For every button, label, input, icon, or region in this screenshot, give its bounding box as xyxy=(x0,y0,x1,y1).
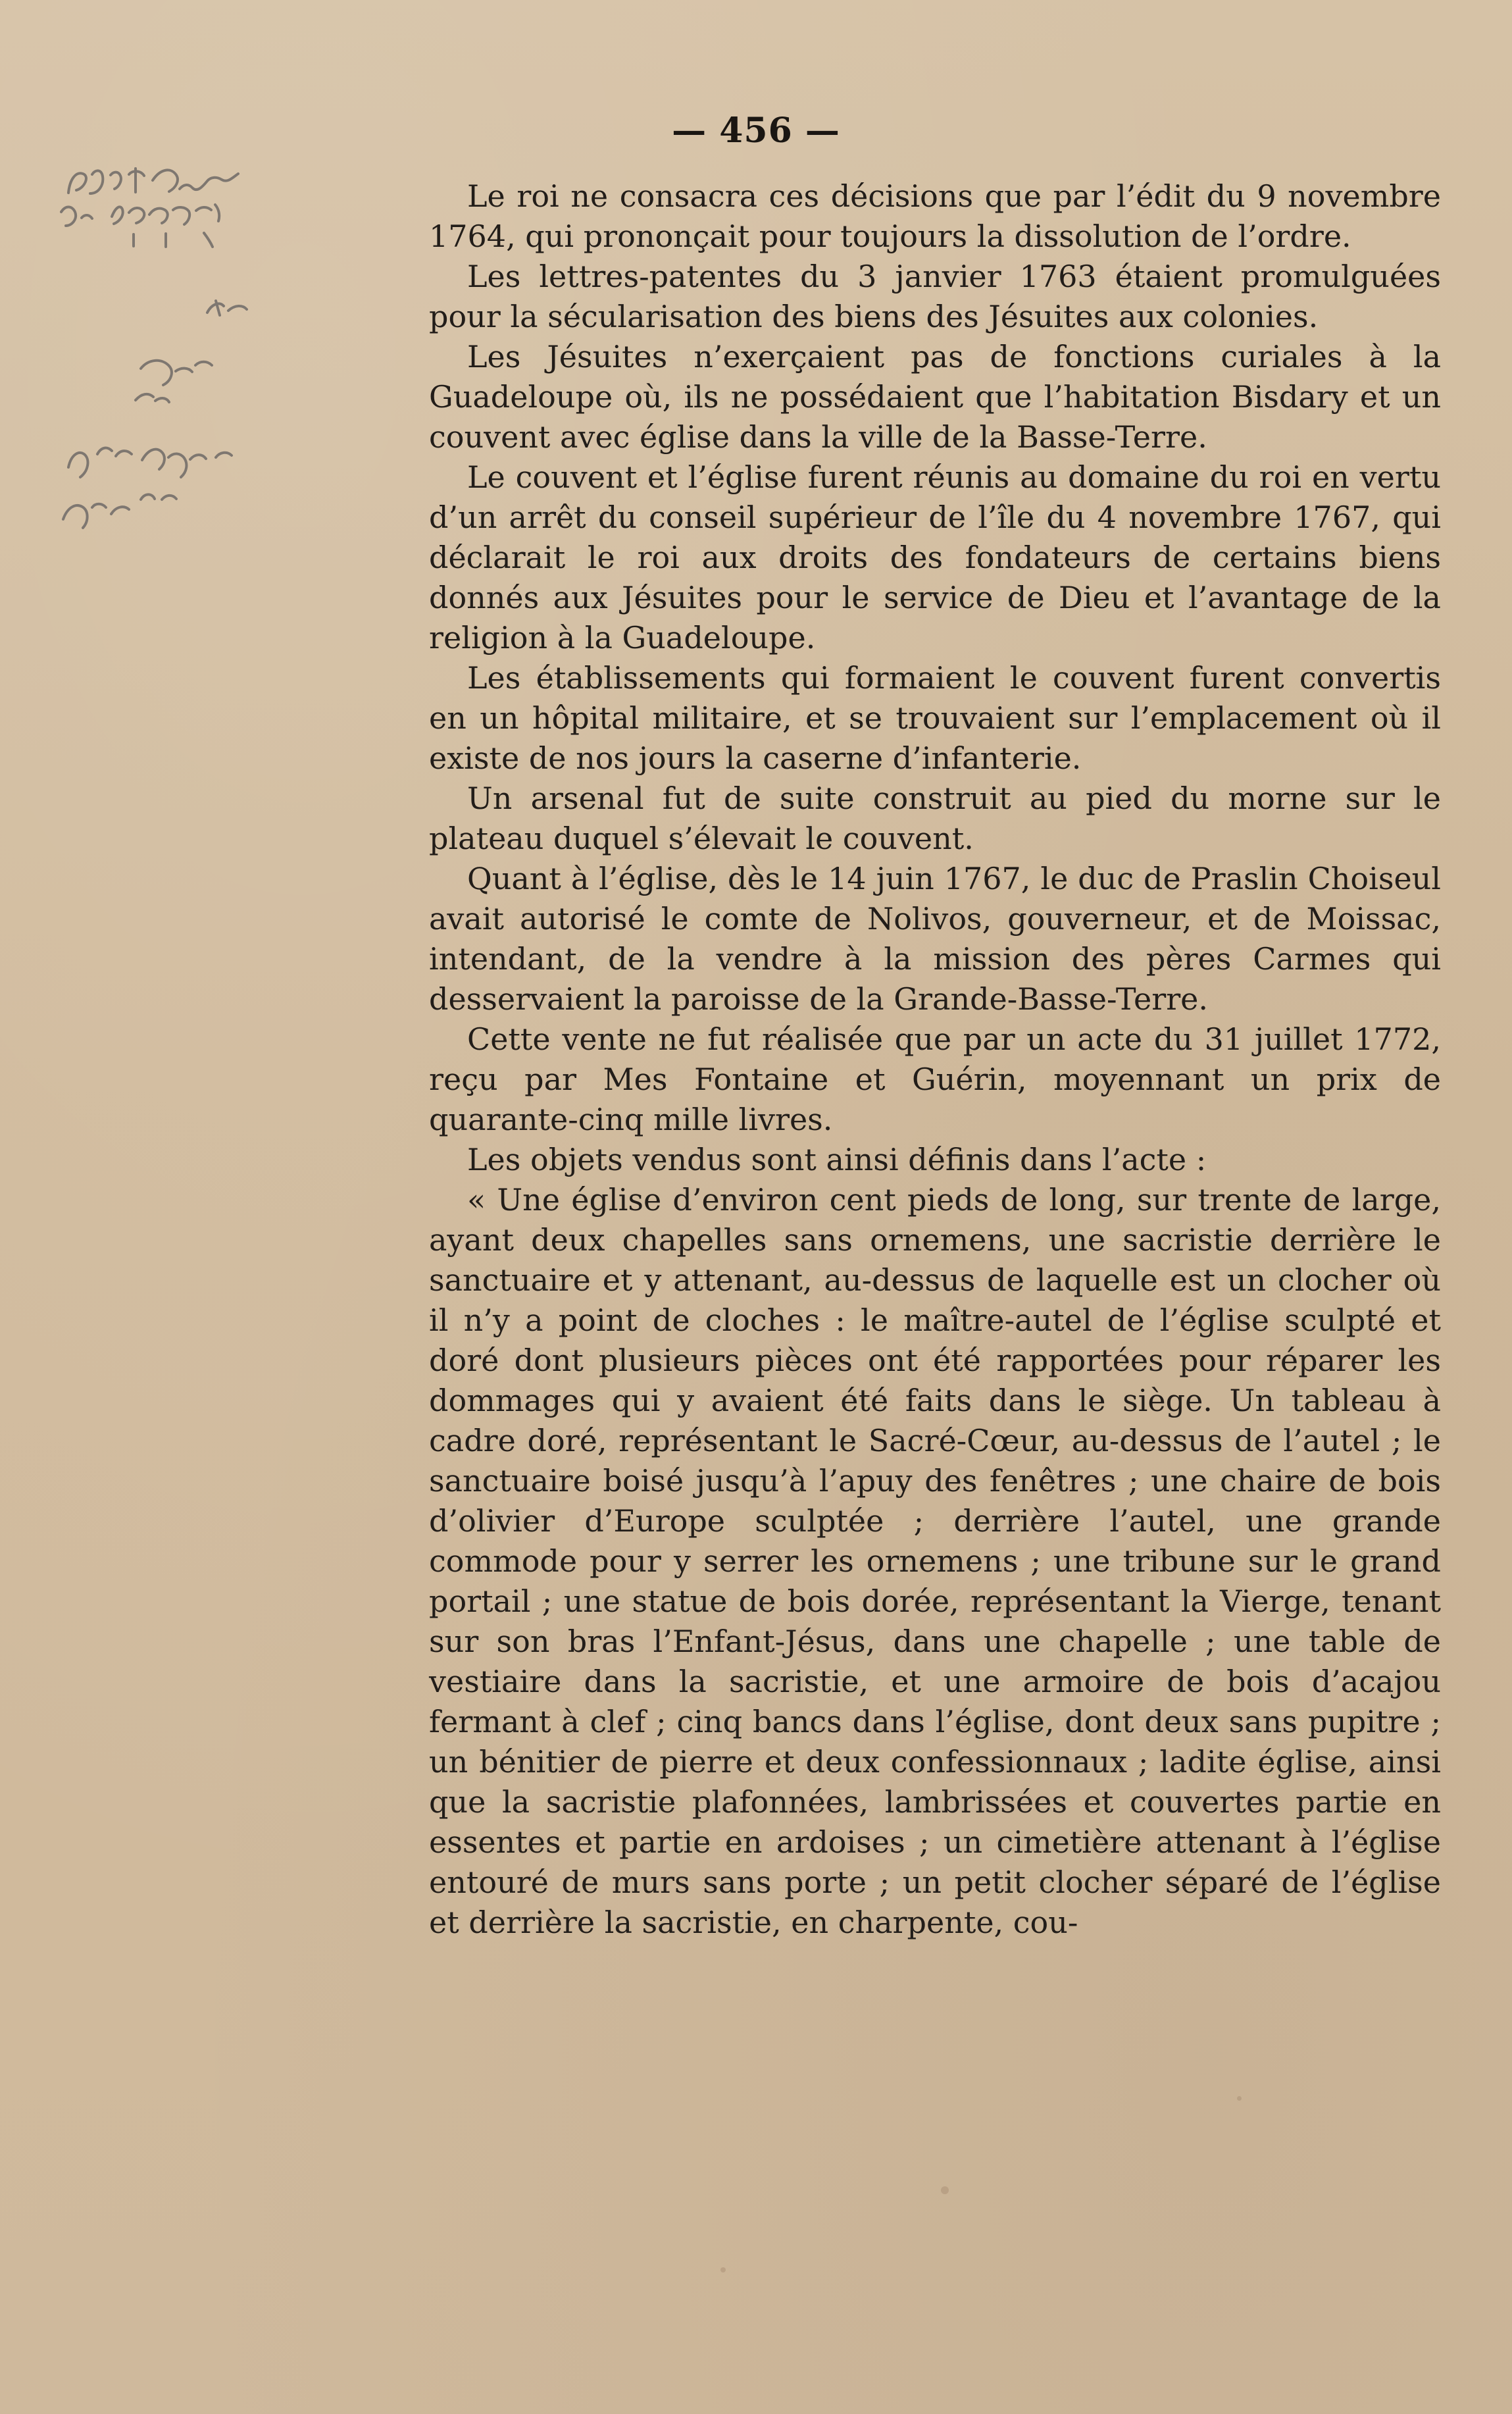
paragraph: Quant à l’église, dès le 14 juin 1767, le duc de Praslin Choiseul avait autorisé le comte de Nolivos, gouverneur, et de Moissac, intendant, de la vendre à la mission des pères Carmes qui desservaient la paroisse de la Grande-Basse-Terre. xyxy=(429,861,1441,1017)
body-text xyxy=(429,176,1441,1943)
paragraph: Les objets vendus sont ainsi définis dans l’acte : xyxy=(467,1142,1207,1177)
paragraph: « Une église d’environ cent pieds de long, sur trente de large, ayant deux chapelles sans ornemens, une sacristie derrière le sanctuaire et y attenant, au-dessus de laquelle est un clocher où il n’y a point de cloches : le maître-autel de l’église sculpté et doré dont plusieurs pièces ont été rapportées pour réparer les dommages qui y avaient été faits dans le siège. Un tableau à cadre doré, représentant le Sacré-Cœur, au-dessus de l’autel ; le sanctuaire boisé jusqu’à l’apuy des fenêtres ; une chaire de bois d’olivier d’Europe sculptée ; derrière l’autel, une grande commode pour y serrer les ornemens ; une tribune sur le grand portail ; une statue de bois dorée, représentant la Vierge, tenant sur son bras l’Enfant-Jésus, dans une chapelle ; une table de vestiaire dans la sacristie, et une armoire de bois d’acajou fermant à clef ; cinq bancs dans l’église, dont deux sans pupitre ; un bénitier de pierre et deux confessionnaux ; ladite église, ainsi que la sacristie plafonnées, lambrissées et couvertes partie en essentes et partie en ardoises ; un cimetière attenant à l’église entouré de murs sans porte ; un petit clocher séparé de l’église et derrière la sacristie, en charpente, cou- xyxy=(429,1182,1441,1940)
paper-stain xyxy=(720,2267,726,2273)
paragraph: Les Jésuites n’exerçaient pas de fonctions curiales à la Guadeloupe où, ils ne possédaient que l’habitation Bisdary et un couvent avec église dans la ville de la Basse-Terre. xyxy=(429,339,1441,455)
paragraph: Les lettres-patentes du 3 janvier 1763 étaient promulguées pour la sécularisation des biens des Jésuites aux colonies. xyxy=(429,259,1441,334)
paper-stain xyxy=(1237,2096,1242,2101)
paragraph: Le roi ne consacra ces décisions que par l’édit du 9 novembre 1764, qui prononçait pour toujours la dissolution de l’ordre. xyxy=(429,178,1441,254)
handwritten-margin-notes xyxy=(54,148,403,609)
paper-stain xyxy=(941,2186,949,2194)
paragraph: Cette vente ne fut réalisée que par un acte du 31 juillet 1772, reçu par Mes Fontaine et Guérin, moyennant un prix de quarante-cinq mille livres. xyxy=(429,1021,1441,1137)
paragraph: Un arsenal fut de suite construit au pied du morne sur le plateau duquel s’élevait le couvent. xyxy=(429,781,1441,856)
paragraph: Les établissements qui formaient le couvent furent convertis en un hôpital militaire, et se trouvaient sur l’emplacement où il existe de nos jours la caserne d’infanterie. xyxy=(429,660,1441,776)
page-number: — 456 — xyxy=(672,111,840,151)
paragraph: Le couvent et l’église furent réunis au domaine du roi en vertu d’un arrêt du conseil supérieur de l’île du 4 novembre 1767, qui déclarait le roi aux droits des fondateurs de certains biens donnés aux Jésuites pour le service de Dieu et l’avantage de la religion à la Guadeloupe. xyxy=(429,459,1441,655)
